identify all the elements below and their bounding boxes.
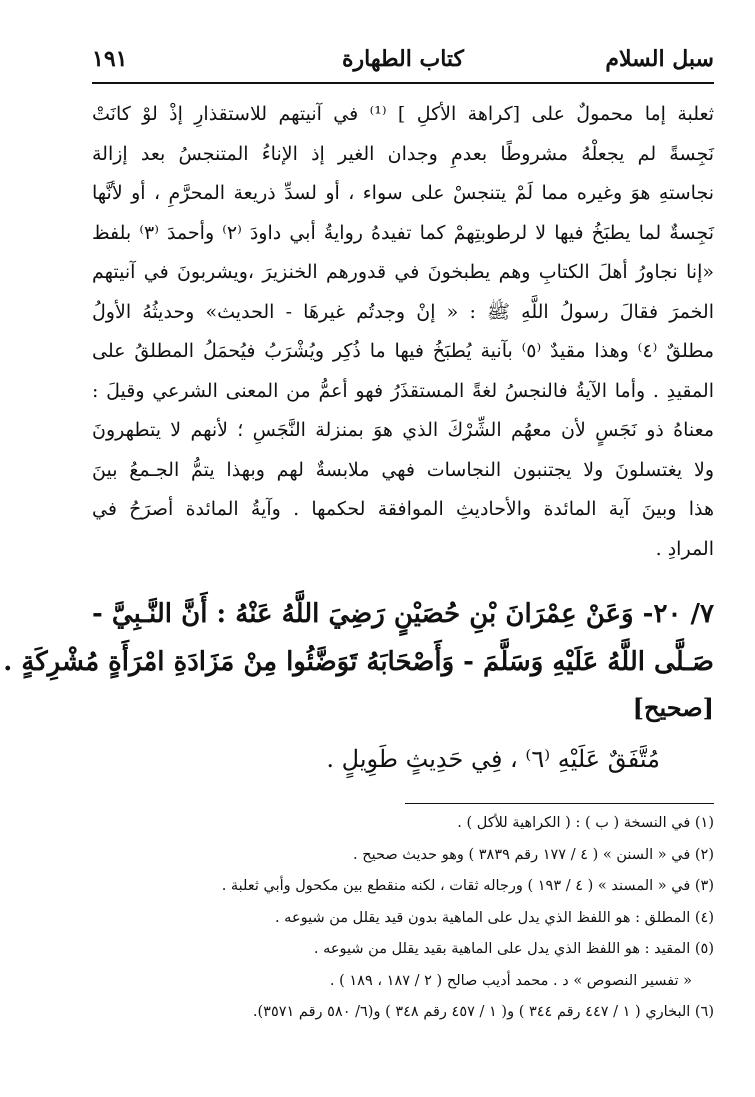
hadith-grade: [صحيح] — [632, 693, 714, 722]
page-header — [92, 40, 714, 80]
text-line: الخمرَ فقالَ رسولُ اللَّهِ ﷺ : « إنْ وجدتُم غيرهَا - الحديث» وحديثُهُ الأولُ — [92, 300, 714, 323]
commentary-text — [92, 95, 714, 569]
chapter-title: كتاب الطهارة — [341, 46, 465, 72]
footnote: (٢) في « السنن » ( ٤ / ١٧٧ رقم ٣٨٣٩ ) وهو حديث صحيح . — [353, 846, 714, 863]
footnote: « تفسير النصوص » د . محمد أديب صالح ( ٢ / ١٨٧ ، ١٨٩ ) . — [329, 972, 692, 989]
footnote: (٤) المطلق : هو اللفظ الذي يدل على الماهية بدون قيد يقلل من شيوعه . — [274, 909, 714, 926]
text-line: ثعلبة إما محمولٌ على [كراهة الأكلِ ] ⁽¹⁾ في آنيتهم للاستقذارِ إذْ لوْ كانَتْ — [92, 103, 714, 125]
footnote: (٥) المقيد : هو اللفظ الذي يدل على الماهية بقيد يقلل من شيوعه . — [313, 941, 714, 957]
footnote: (٣) في « المسند » ( ٤ / ١٩٣ ) ورجاله ثقات ، لكنه منقطع بين مكحول وأبي ثعلبة . — [221, 878, 714, 894]
text-line: ولا يغتسلونَ ولا يجتنبون النجاسات فهي ملابسةٌ لهم وبهذا يتمُّ الجـمعُ بينَ — [92, 458, 714, 481]
footnote-divider — [405, 803, 714, 804]
page-number: ١٩١ — [92, 46, 128, 72]
text-line: المقيدِ . وأما الآيةُ فالنجسُ لغةً المستقذَرُ فهو أعمُّ من المعنى الشرعي وقيلَ : — [92, 379, 714, 402]
text-line: نجاستهِ هوَ وغيره مما لَمْ يتنجسْ على سواء ، أو لسدِّ ذريعة المحرَّمِ ، أو لأنَّها — [92, 182, 714, 204]
hadith-source: مُتَّفَقٌ عَلَيْهِ ⁽٦⁾ ، فِي حَدِيثٍ طَوِيلٍ . — [326, 745, 660, 773]
hadith-line-2: صَـلَّى اللَّهُ عَلَيْهِ وَسَلَّمَ - وَأَصْحَابَهُ تَوَضَّئُوا مِنْ مَزَادَةِ امْرَأَةٍ مُشْرِكَةٍ . — [3, 647, 714, 677]
hadith-text — [3, 590, 714, 686]
text-line: هذا وبينَ آية المائدة والأحاديثِ الموافقة لحكمها . وآيةُ المائدة أصرَحُ في — [92, 498, 714, 520]
text-line: معناهُ ذو نَجَسٍ لأن معهُم الشِّرْكَ الذي هوَ بمنزلة النَّجَسِ ؛ لأنهم لا يتطهرونَ — [92, 419, 714, 441]
text-line: نَجِسةً لم يجعلْهُ مشروطًا بعدمِ وجدان الغير إذ الإناءُ المتنجسُ بعد إزالة — [92, 142, 714, 165]
text-line: نَجِسةٌ لما يطبَخُ فيها لا لرطوبتِهمْ كما تفيدهُ روايةُ أبي داودَ ⁽٢⁾ وأحمدَ ⁽٣⁾ بلفظ — [92, 221, 714, 244]
footnotes — [92, 808, 714, 1029]
footnote: (٦) البخاري ( ١ / ٤٤٧ رقم ٣٤٤ ) و( ١ / ٤٥٧ رقم ٣٤٨ ) و(٦/ ٥٨٠ رقم ٣٥٧١). — [252, 1004, 714, 1020]
text-line: «إنا نجاورُ أهلَ الكتابِ وهم يطبخونَ في قدورهم الخنزيرَ ،ويشربونَ في آنيتهم — [92, 261, 714, 283]
text-line: المرادِ . — [655, 537, 714, 560]
header-divider — [92, 82, 714, 84]
footnote: (١) في النسخة ( ب ) : ( الكراهية للأكل ) . — [457, 815, 714, 831]
book-title: سبل السلام — [605, 46, 714, 72]
text-line: مطلقٌ ⁽٤⁾ وهذا مقيدٌ ⁽٥⁾ بآنية يُطبَخُ فيها ما ذُكِر ويُشْرَبُ فيُحمَلُ المطلقُ على — [92, 340, 714, 362]
hadith-line-1: ٧/ ٢٠- وَعَنْ عِمْرَانَ بْنِ حُصَيْنٍ رَضِيَ اللَّهُ عَنْهُ : أَنَّ النَّـبِيَّ - — [92, 599, 714, 629]
